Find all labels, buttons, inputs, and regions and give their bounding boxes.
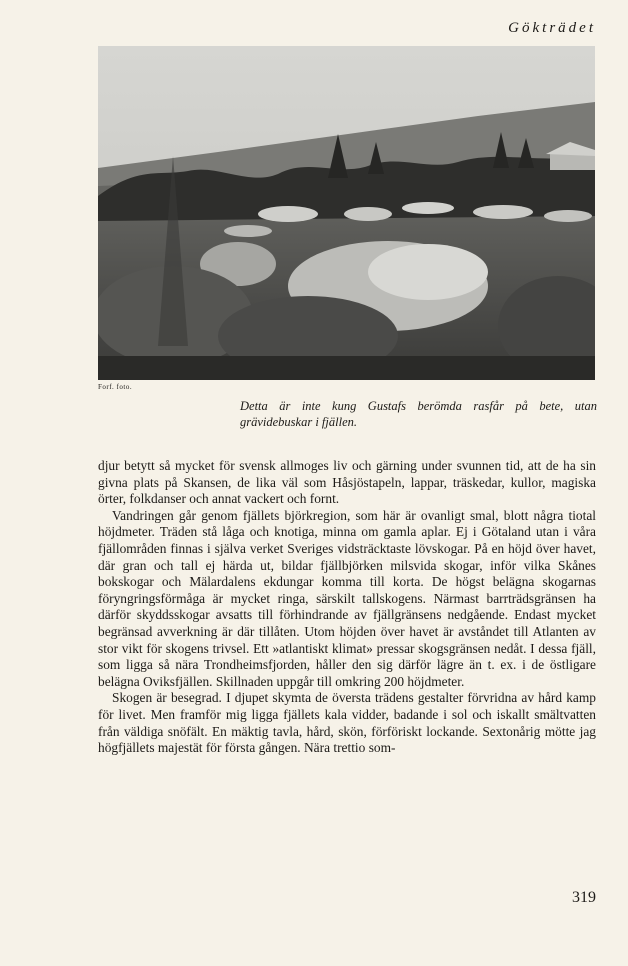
paragraph: Skogen är besegrad. I djupet skymta de översta trädens gestalter förvridna av hård kamp för livet. Men framför mig ligga fjällets kala vidder, badande i sol och iskallt smältvatten från väldiga snöfält. En mäktig tavla, hård, skön, förföriskt lockande. Sextonårig mötte jag högfjällets majestät för första gången. Nära trettio som- (98, 690, 596, 756)
photo-credit: Forf. foto. (98, 383, 133, 391)
paragraph: djur betytt så mycket för svensk allmoges liv och gärning under svunnen tid, att de ha sin givna plats på Skansen, de lika väl som Håsjöstapeln, lappar, träskedar, kullor, magiska örter, folkdanser och annat vackert och fornt. (98, 458, 596, 507)
running-head: Gökträdet (508, 20, 596, 36)
landscape-photo (98, 46, 595, 380)
photo-caption: Detta är inte kung Gustafs berömda rasfår på bete, utan grävidebuskar i fjällen. (240, 399, 597, 429)
paragraph: Vandringen går genom fjällets björkregion, som här är ovanligt smal, blott några tiotal höjdmeter. Träden stå låga och knotiga, minna om gamla aplar. Ej i Götaland utan i våra fjällområden finnas i själva verket Sveriges vidsträcktaste lövskogar. På en höjd över havet, där gran och tall ej härda ut, bildar fjällbjörken milsvida skogar, inför vilka Skånes bokskogar och Mälardalens ekdungar komma till korta. De högst belägna skogarnas föryngringsförmåga är mycket ringa, särskilt tallskogens. Närmast barrträdsgränsen ha därför skyddsskogar avsatts till förhindrande av fjällgränsens nedgående. Endast mycket begränsad avverkning är där tillåten. Utom höjden över havet är avståndet till Atlanten av stor vikt för skogens trivsel. Ett »atlantiskt klimat» pressar skogsgränsen nedåt. I dessa fjäll, som ligga så nära Trondheimsfjorden, håller den sig därför lägre än t. ex. i de östligare belägna Oviksfjällen. Skillnaden uppgår till omkring 200 höjdmeter. (98, 507, 596, 689)
body-text (98, 458, 596, 757)
page-number: 319 (572, 889, 596, 906)
